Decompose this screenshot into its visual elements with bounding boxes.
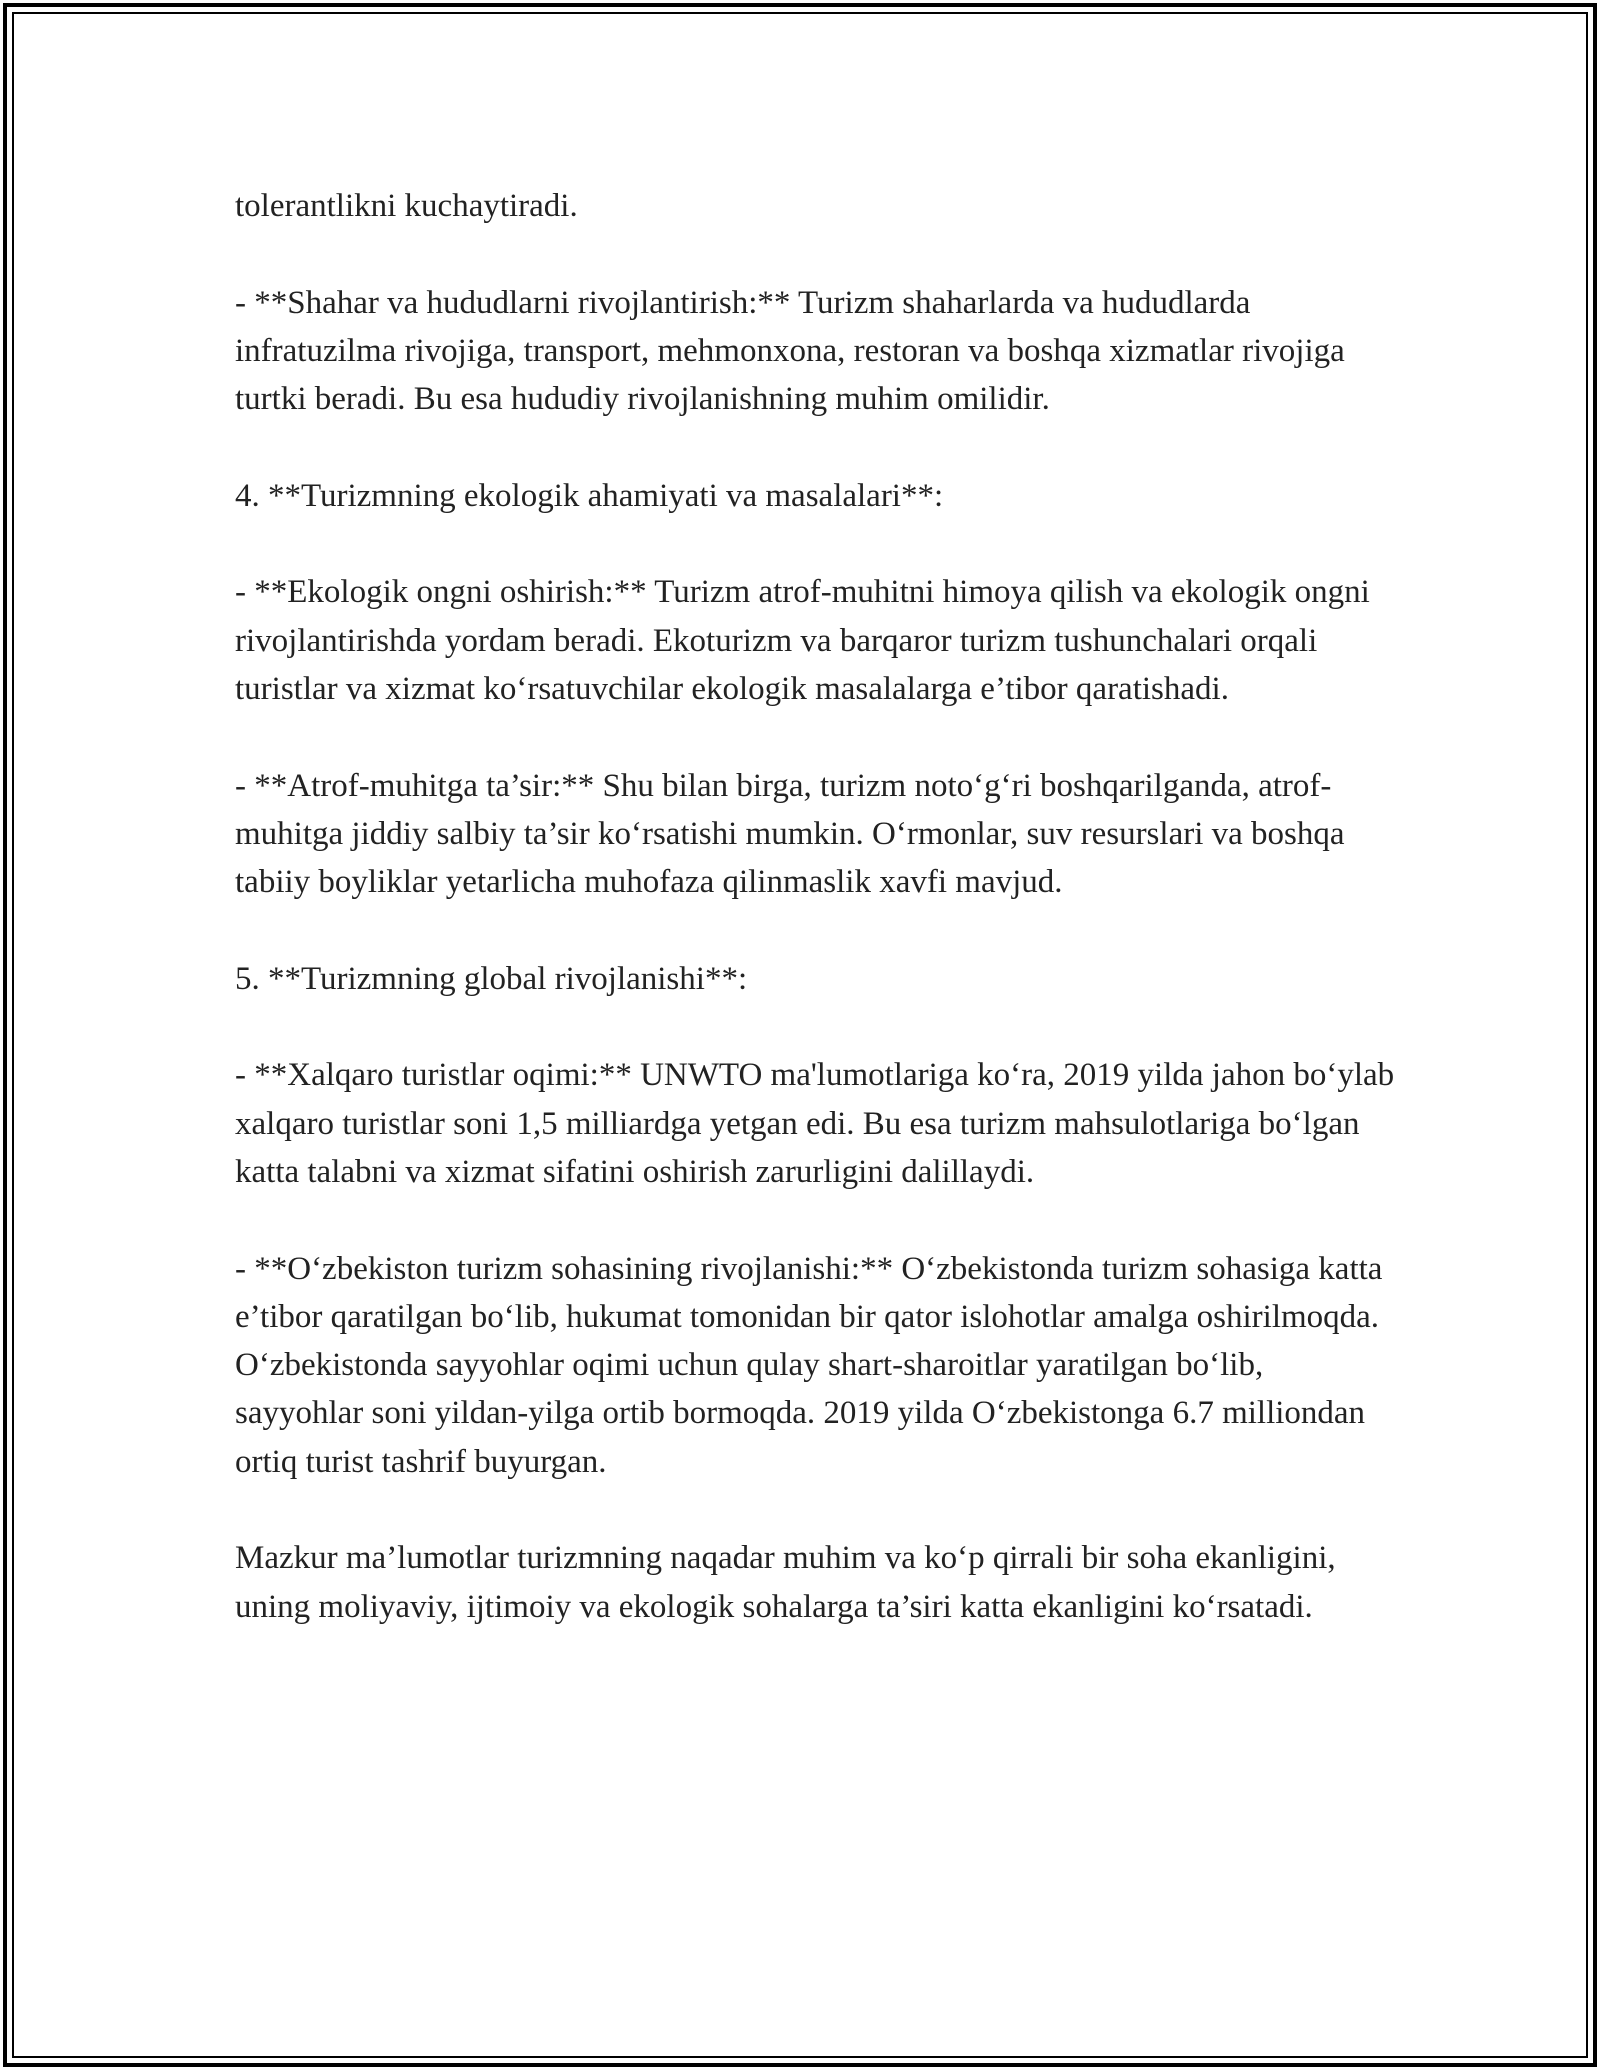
section-heading-global: 5. **Turizmning global rivojlanishi**: [235, 960, 748, 997]
paragraph-international-tourists: - **Xalqaro turistlar oqimi:** UNWTO ma'lumotlariga ko‘ra, 2019 yilda jahon bo‘ylab xalqaro turistlar soni 1,5 milliardga yetgan edi. Bu esa turizm mahsulotlariga bo‘lgan katta talabni va xizmat sifatini oshirish zarurligini dalillaydi. [235, 1057, 1395, 1190]
paragraph-environmental-impact: - **Atrof-muhitga ta’sir:** Shu bilan birga, turizm noto‘g‘ri boshqarilganda, atrof-muhitga jiddiy salbiy ta’sir ko‘rsatishi mumkin. O‘rmonlar, suv resurslari va boshqa tabiiy boyliklar yetarlicha muhofaza qilinmaslik xavfi mavjud. [235, 767, 1345, 901]
paragraph-uzbekistan-tourism: - **O‘zbekiston turizm sohasining rivojlanishi:** O‘zbekistonda turizm sohasiga katta e’tibor qaratilgan bo‘lib, hukumat tomonidan bir qator islohotlar amalga oshirilmoqda. O‘zbekistonda sayyohlar oqimi uchun qulay shart-sharoitlar yaratilgan bo‘lib, sayyohlar soni yildan-yilga ortib bormoqda. 2019 yilda O‘zbekistonga 6.7 milliondan ortiq turist tashrif buyurgan. [235, 1250, 1383, 1480]
paragraph-continuation: tolerantlikni kuchaytiradi. [235, 188, 578, 224]
paragraph-urban-development: - **Shahar va hududlarni rivojlantirish:** Turizm shaharlarda va hududlarda infratuzilma rivojiga, transport, mehmonxona, restoran va boshqa xizmatlar rivojiga turtki beradi. Bu esa hududiy rivojlanishning muhim omilidir. [235, 284, 1345, 418]
section-heading-ecological: 4. **Turizmning ekologik ahamiyati va masalalari**: [235, 477, 944, 514]
paragraph-conclusion: Mazkur ma’lumotlar turizmning naqadar muhim va ko‘p qirrali bir soha ekanligini, uning moliyaviy, ijtimoiy va ekologik sohalarga ta’siri katta ekanligini ko‘rsatadi. [235, 1540, 1336, 1625]
document-body [235, 182, 1395, 1631]
paragraph-ecological-awareness: - **Ekologik ongni oshirish:** Turizm atrof-muhitni himoya qilish va ekologik ongni rivojlantirishda yordam beradi. Ekoturizm va barqaror turizm tushunchalari orqali turistlar va xizmat ko‘rsatuvchilar ekologik masalalarga e’tibor qaratishadi. [235, 574, 1370, 707]
